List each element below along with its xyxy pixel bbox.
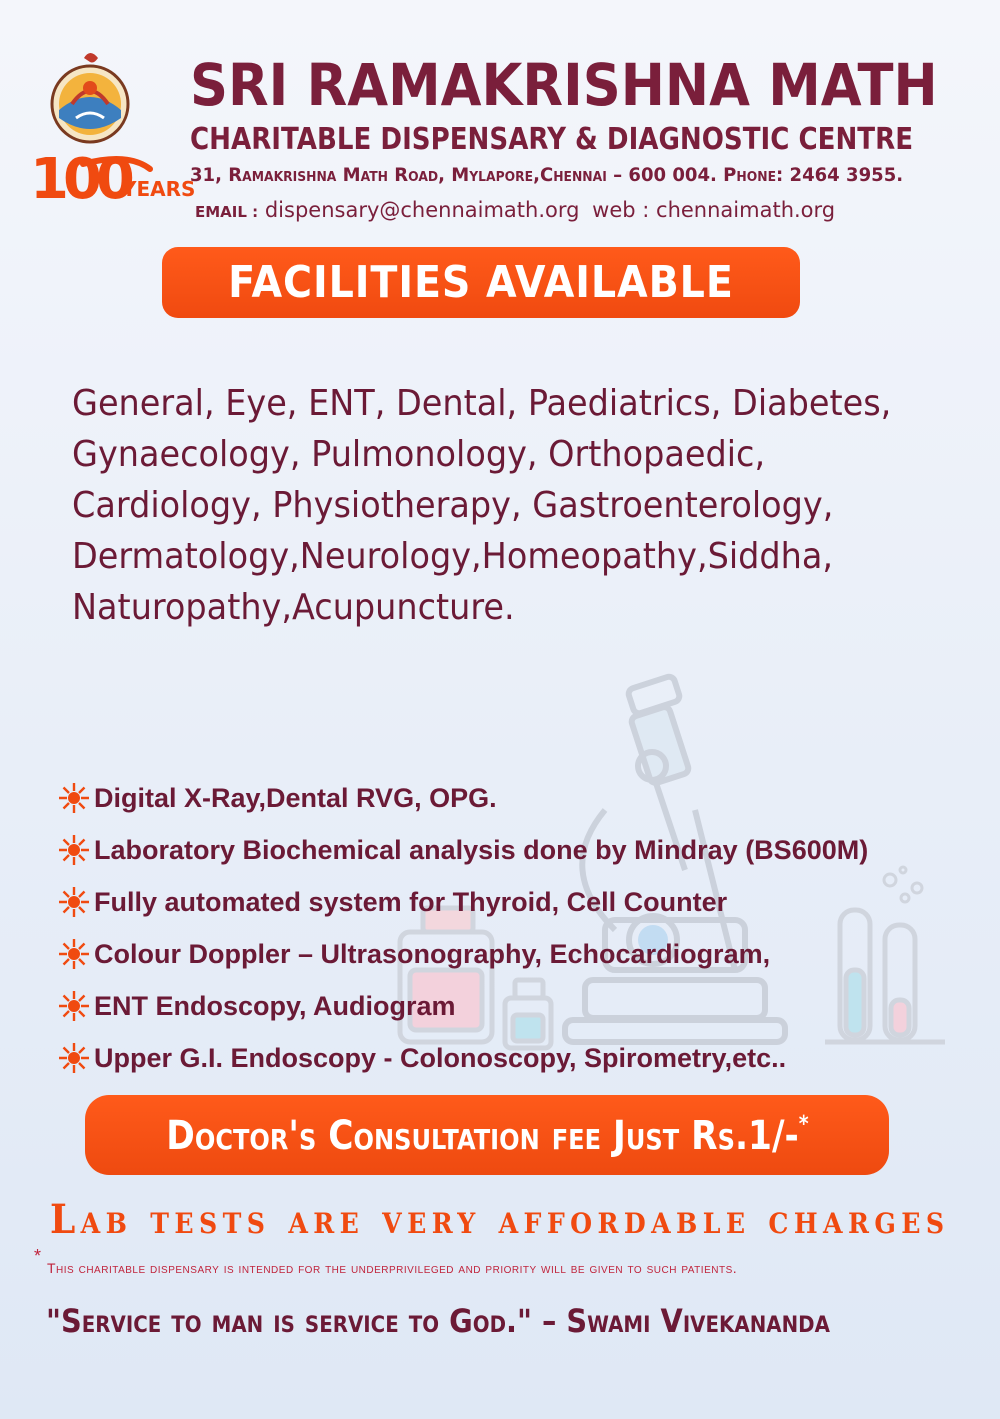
lab-tests-note bbox=[0, 1196, 1000, 1243]
centenary-logo bbox=[28, 44, 196, 214]
service-label: Fully automated system for Thyroid, Cell Counter bbox=[94, 886, 728, 917]
contact-line bbox=[195, 196, 841, 226]
facilities-banner bbox=[162, 247, 800, 318]
vivekananda-quote: "Service to man is service to God." – Swami Vivekananda bbox=[46, 1302, 830, 1340]
lab-tests-text: Lab tests are very affordable charges bbox=[50, 1196, 950, 1243]
service-label: Upper G.I. Endoscopy - Colonoscopy, Spirometry,etc.. bbox=[94, 1042, 787, 1073]
disclaimer-asterisk: * bbox=[34, 1246, 42, 1266]
sun-bullet-icon bbox=[56, 988, 92, 1024]
specialties-line: Dermatology,Neurology,Homeopathy,Siddha, bbox=[72, 536, 834, 577]
website-link[interactable]: chennaimath.org bbox=[656, 198, 836, 222]
service-label: ENT Endoscopy, Audiogram bbox=[94, 990, 456, 1021]
sun-bullet-icon bbox=[56, 832, 92, 868]
service-item bbox=[56, 824, 976, 876]
sun-bullet-icon bbox=[56, 780, 92, 816]
fee-asterisk: * bbox=[798, 1111, 809, 1137]
org-title: SRI RAMAKRISHNA MATH bbox=[190, 51, 938, 119]
service-item bbox=[56, 1032, 976, 1084]
specialties-line: General, Eye, ENT, Dental, Paediatrics, Diabetes, bbox=[72, 383, 892, 424]
org-subtitle: CHARITABLE DISPENSARY & DIAGNOSTIC CENTRE bbox=[190, 122, 914, 157]
email-link[interactable]: dispensary@chennaimath.org bbox=[264, 198, 580, 222]
specialties-line: Cardiology, Physiotherapy, Gastroenterology, bbox=[72, 485, 834, 526]
specialties-line: Naturopathy,Acupuncture. bbox=[72, 587, 515, 628]
address-line: 31, Ramakrishna Math Road, Mylapore,Chennai – 600 004. Phone: 2464 3955. bbox=[190, 164, 904, 186]
services-list bbox=[56, 772, 976, 1084]
specialties-list bbox=[72, 378, 972, 633]
consultation-fee-banner bbox=[85, 1095, 889, 1175]
sun-bullet-icon bbox=[56, 1040, 92, 1076]
email-label: EMAIL : bbox=[195, 203, 259, 221]
service-label: Colour Doppler – Ultrasonography, Echocardiogram, bbox=[94, 938, 771, 969]
fee-label: Doctor's Consultation fee Just Rs.1/- bbox=[165, 1112, 799, 1159]
math-emblem-icon bbox=[52, 53, 128, 142]
web-label: web : bbox=[592, 198, 650, 222]
service-item bbox=[56, 980, 976, 1032]
consultation-fee-text bbox=[166, 1112, 808, 1159]
anniversary-number: 100 bbox=[30, 147, 129, 212]
service-item bbox=[56, 928, 976, 980]
anniversary-label: YEARS bbox=[122, 177, 196, 201]
service-label: Laboratory Biochemical analysis done by Mindray (BS600M) bbox=[94, 834, 869, 865]
facilities-heading: FACILITIES AVAILABLE bbox=[228, 257, 734, 308]
specialties-line: Gynaecology, Pulmonology, Orthopaedic, bbox=[72, 434, 766, 475]
service-item bbox=[56, 772, 976, 824]
sun-bullet-icon bbox=[56, 884, 92, 920]
disclaimer-text: This charitable dispensary is intended for the underprivileged and priority will be given to such patients. bbox=[47, 1260, 738, 1276]
service-item bbox=[56, 876, 976, 928]
service-label: Digital X-Ray,Dental RVG, OPG. bbox=[94, 782, 497, 813]
sun-bullet-icon bbox=[56, 936, 92, 972]
